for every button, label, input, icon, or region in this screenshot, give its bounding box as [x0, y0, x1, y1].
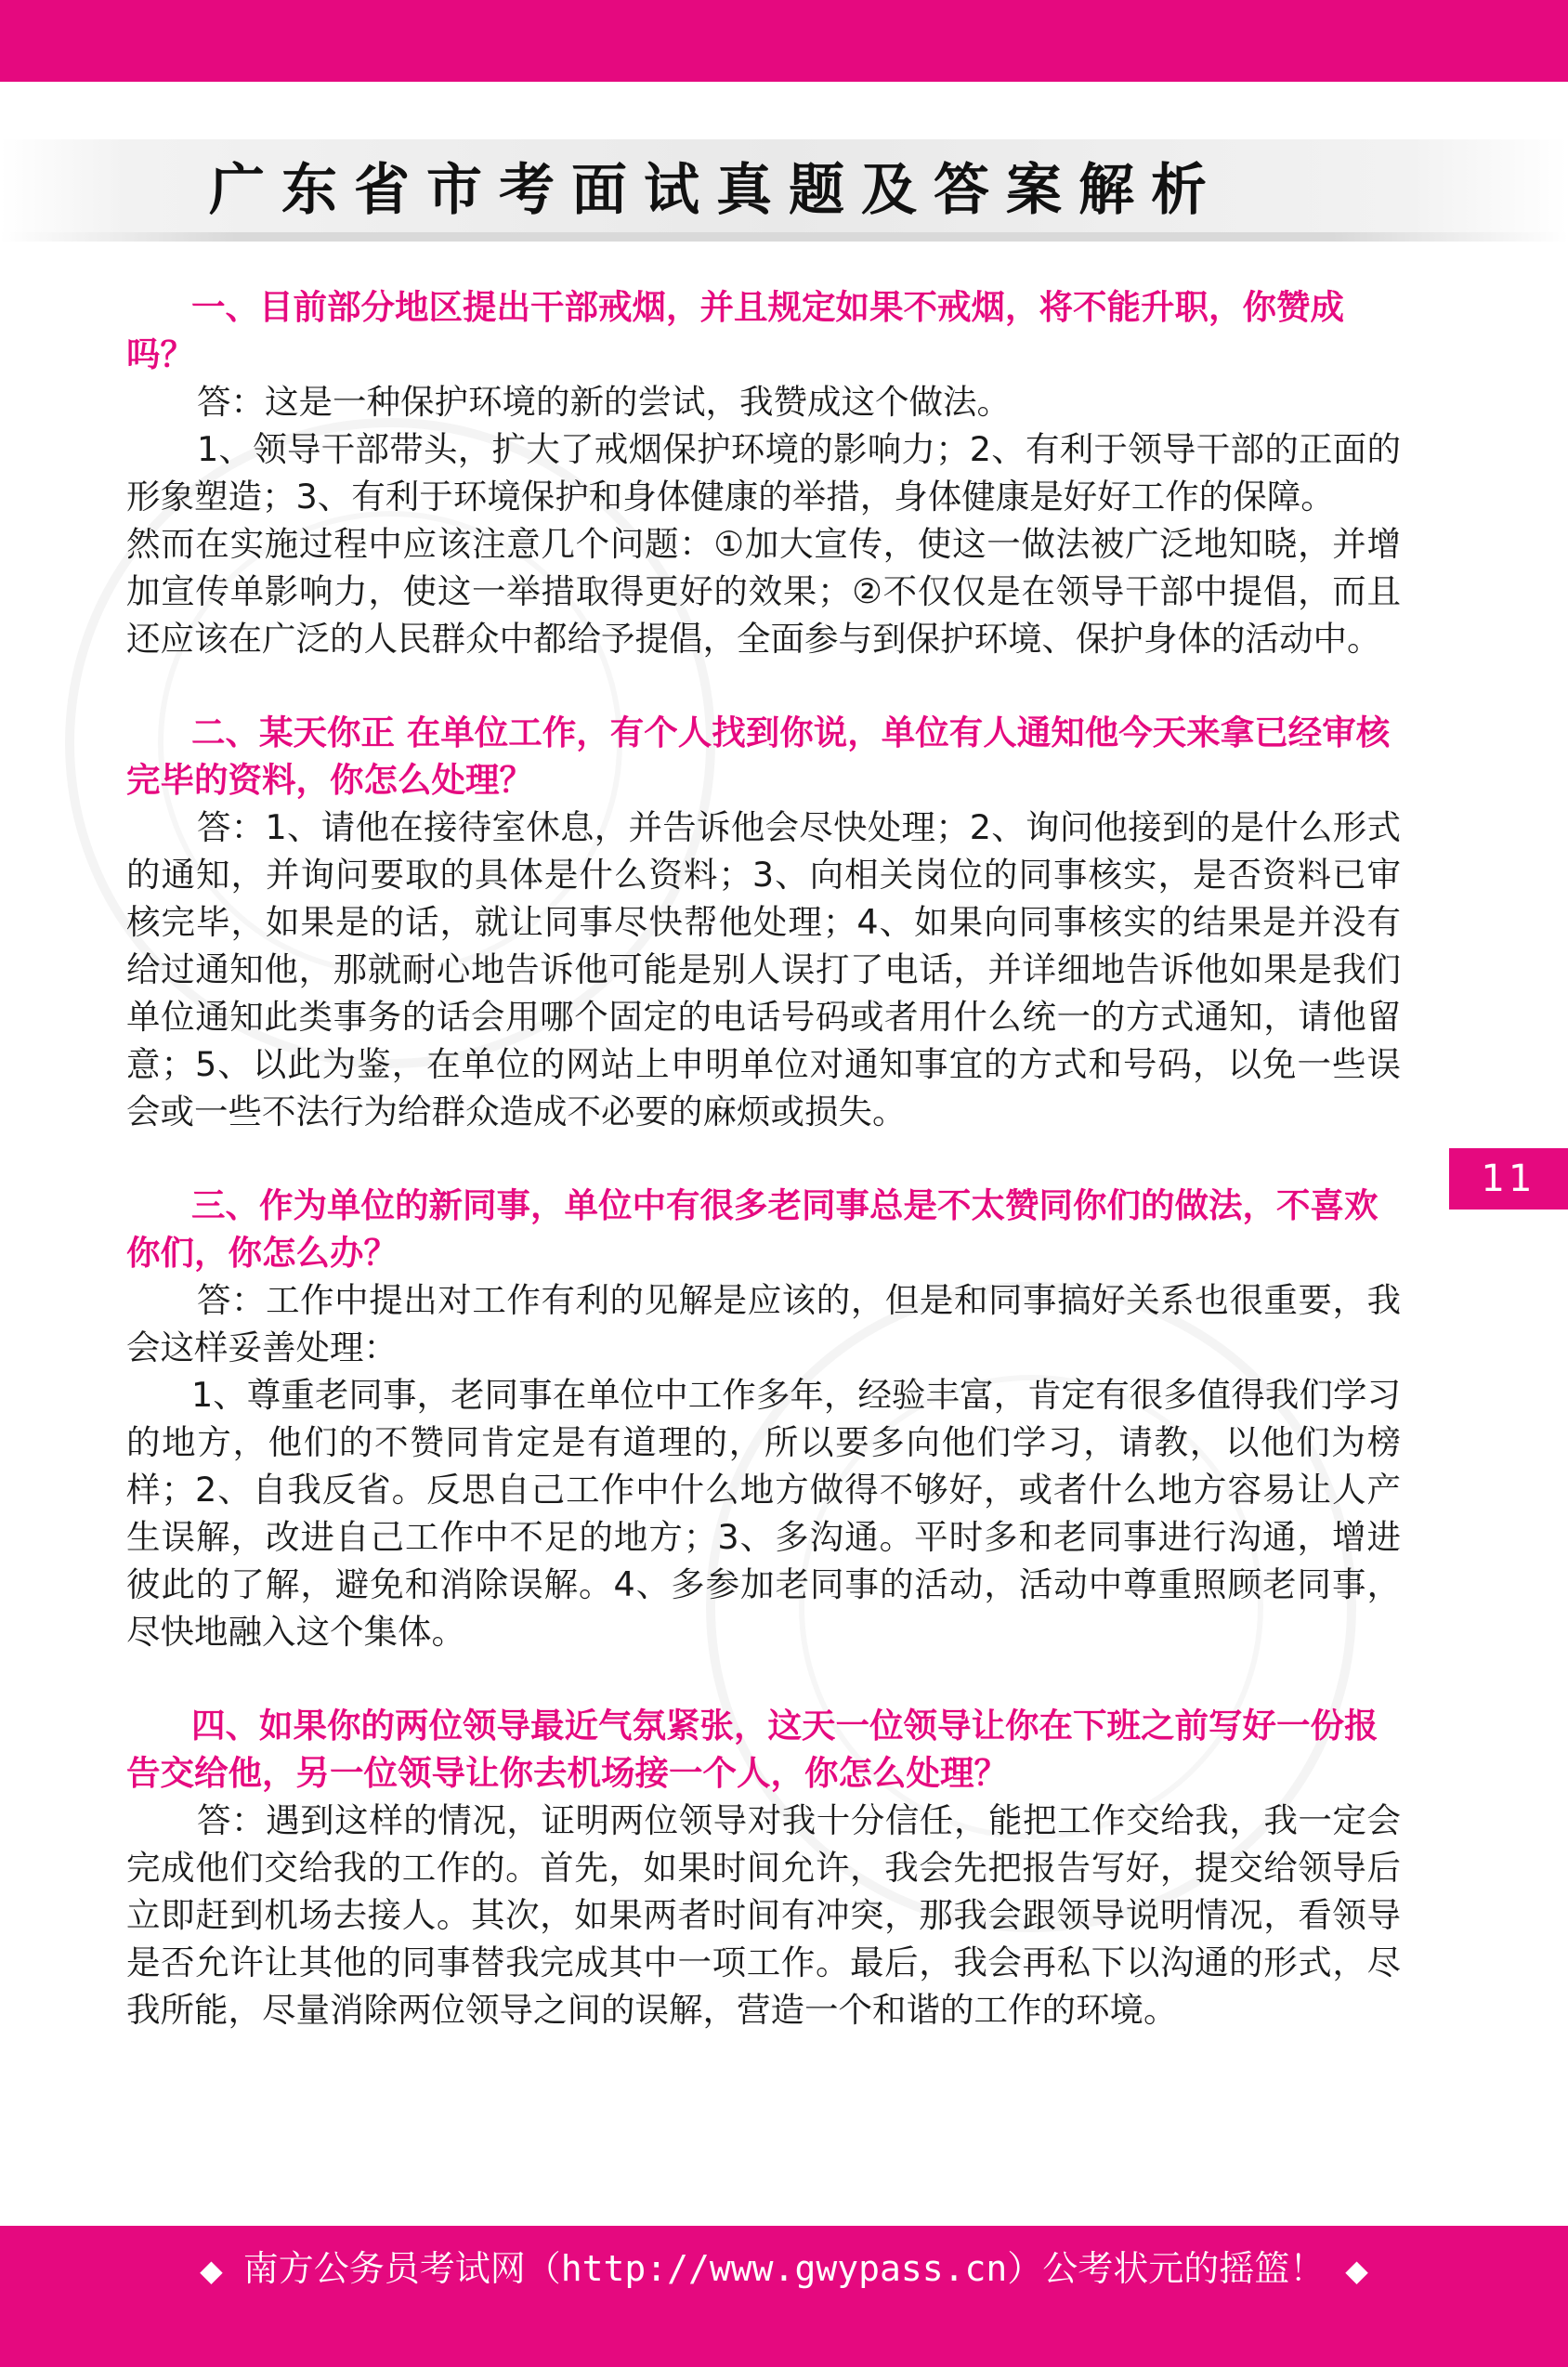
question-heading: 二、某天你正 在单位工作，有个人找到你说，单位有人通知他今天来拿已经审核完毕的资料，你怎么处理？ — [126, 713, 1391, 800]
page-title: 广东省市考面试真题及答案解析 — [209, 158, 1223, 223]
footer-text-after: ）公考状元的摇篮！ — [1007, 2248, 1326, 2289]
qa-section-4 — [126, 1702, 1401, 2034]
answer-paragraph: 答：遇到这样的情况，证明两位领导对我十分信任，能把工作交给我，我一定会完成他们交给我的工作的。首先，如果时间允许，我会先把报告写好，提交给领导后立即赶到机场去接人。其次，如果两者时间有冲突，那我会跟领导说明情况，看领导是否允许让其他的同事替我完成其中一项工作。最后，我会再私下以沟通的形式，尽我所能，尽量消除两位领导之间的误解，营造一个和谐的工作的环境。 — [126, 1800, 1401, 2030]
page-number-tab: 11 — [1449, 1148, 1568, 1210]
diamond-icon: ◆ — [1345, 2253, 1368, 2288]
qa-section-3 — [126, 1182, 1401, 1655]
qa-section-2 — [126, 709, 1401, 1135]
answer-paragraph: 1、领导干部带头，扩大了戒烟保护环境的影响力；2、有利于领导干部的正面的形象塑造；3、有利于环境保护和身体健康的举措，身体健康是好好工作的保障。 — [126, 429, 1401, 517]
footer-url-link[interactable]: http://www.gwypass.cn — [560, 2248, 1008, 2289]
article-body — [126, 283, 1401, 2080]
answer-paragraph: 答：1、请他在接待室休息，并告诉他会尽快处理；2、询问他接到的是什么形式的通知，并询问要取的具体是什么资料；3、向相关岗位的同事核实，是否资料已审核完毕，如果是的话，就让同事尽快帮他处理；4、如果向同事核实的结果是并没有给过通知他，那就耐心地告诉他可能是别人误打了电话，并详细地告诉他如果是我们单位通知此类事务的话会用哪个固定的电话号码或者用什么统一的方式通知，请他留意；5、以此为鉴，在单位的网站上申明单位对通知事宜的方式和号码，以免一些误会或一些不法行为给群众造成不必要的麻烦或损失。 — [126, 807, 1401, 1131]
diamond-icon: ◆ — [200, 2253, 223, 2288]
top-accent-band — [0, 0, 1568, 82]
answer-paragraph: 1、尊重老同事，老同事在单位中工作多年，经验丰富，肯定有很多值得我们学习的地方，他们的不赞同肯定是有道理的，所以要多向他们学习，请教，以他们为榜样；2、自我反省。反思自己工作中什么地方做得不够好，或者什么地方容易让人产生误解，改进自己工作中不足的地方；3、多沟通。平时多和老同事进行沟通，增进彼此的了解，避免和消除误解。4、多参加老同事的活动，活动中尊重照顾老同事，尽快地融入这个集体。 — [126, 1375, 1401, 1652]
question-heading: 四、如果你的两位领导最近气氛紧张，这天一位领导让你在下班之前写好一份报告交给他，另一位领导让你去机场接一个人，你怎么处理？ — [126, 1706, 1379, 1793]
answer-paragraph: 然而在实施过程中应该注意几个问题：①加大宣传，使这一做法被广泛地知晓，并增加宣传单影响力，使这一举措取得更好的效果；②不仅仅是在领导干部中提倡，而且还应该在广泛的人民群众中都给予提倡，全面参与到保护环境、保护身体的活动中。 — [126, 524, 1401, 659]
footer-text-before: 南方公务员考试网（ — [242, 2248, 561, 2289]
answer-paragraph: 答：这是一种保护环境的新的尝试，我赞成这个做法。 — [197, 382, 1011, 422]
qa-section-1 — [126, 283, 1401, 662]
question-heading: 一、目前部分地区提出干部戒烟，并且规定如果不戒烟，将不能升职，你赞成吗？ — [126, 287, 1344, 374]
question-heading: 三、作为单位的新同事，单位中有很多老同事总是不太赞同你们的做法，不喜欢你们，你怎么办？ — [126, 1185, 1379, 1273]
footer-tagline — [0, 2231, 1568, 2306]
answer-paragraph: 答：工作中提出对工作有利的见解是应该的，但是和同事搞好关系也很重要，我会这样妥善处理： — [126, 1280, 1401, 1367]
